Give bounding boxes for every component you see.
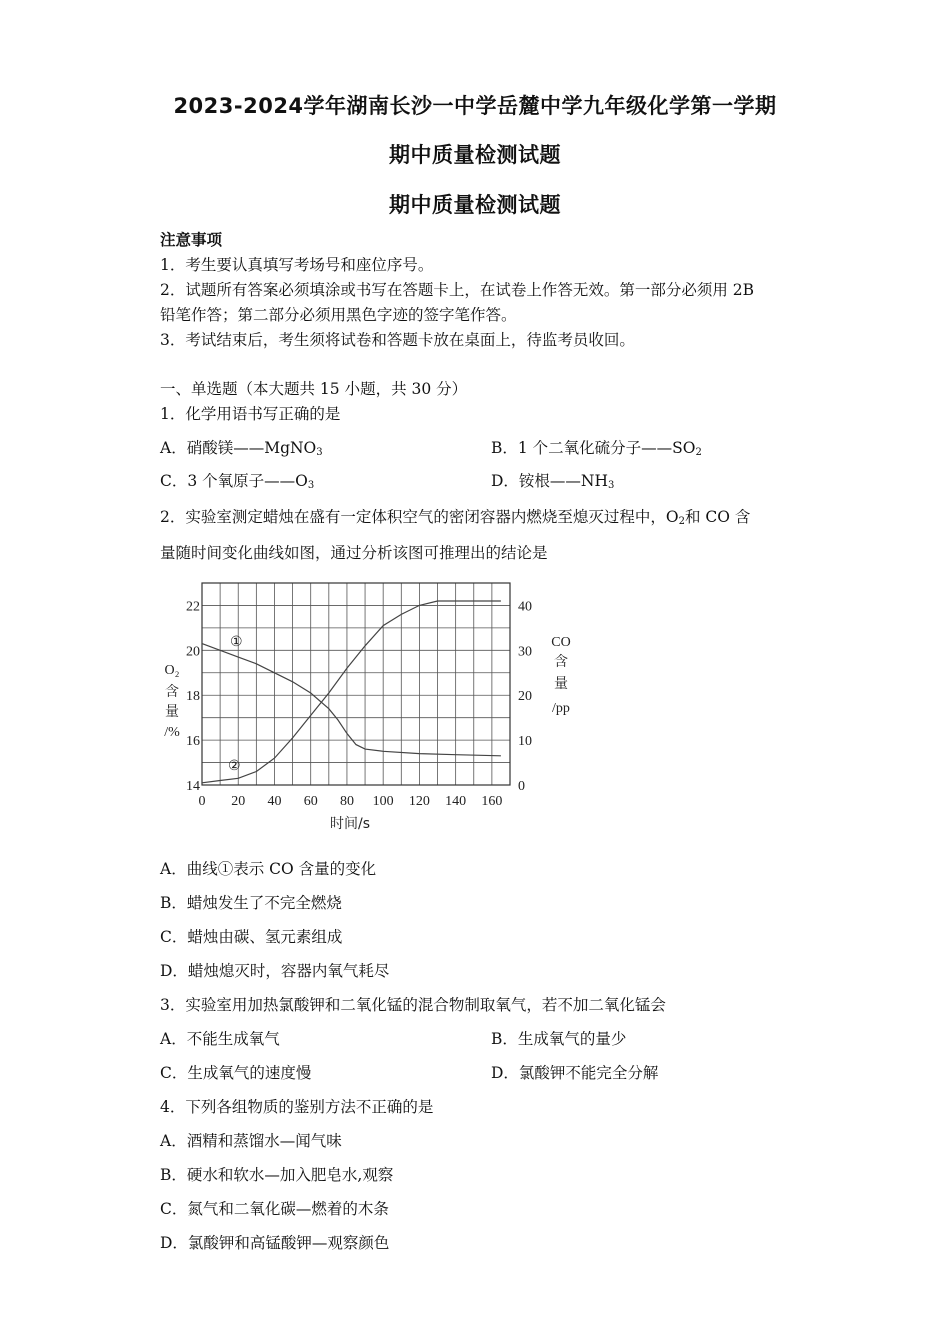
q3-option-c: C．生成氧气的速度慢 [160,1064,312,1082]
q4-option-c: C．氮气和二氧化碳—燃着的木条 [160,1200,389,1218]
q3-option-d: D．氯酸钾不能完全分解 [491,1064,659,1082]
x-tick-label: 0 [198,794,206,809]
y-right-tick-labels [518,599,532,794]
q1-option-b: B．1 个二氧化硫分子$——SO_2$ [491,439,702,458]
exam-title-line2: 期中质量检测试题 [389,143,561,167]
y-right-label-part: 含 [554,654,568,670]
y-left-label-part: 量 [165,704,179,720]
q3-option-b: B．生成氧气的量少 [491,1030,627,1048]
q2-option-b: B．蜡烛发生了不完全燃烧 [160,894,342,912]
notice-item-1: 1．考生要认真填写考场号和座位序号。 [160,256,434,274]
q4-option-b: B．硬水和软水—加入肥皂水,观察 [160,1166,394,1184]
q2-option-a: A．曲线①表示 CO 含量的变化 [160,860,377,878]
x-tick-label: 120 [408,794,430,809]
section-heading: 一、单选题（本大题共 15 小题，共 30 分） [160,380,468,398]
exam-title-line3: 期中质量检测试题 [389,193,561,217]
y-left-label-part: 含 [165,684,179,700]
x-tick-label: 80 [339,794,354,809]
o2-co-chart [150,570,590,835]
q2-stem-1: 2．实验室测定蜡烛在盛有一定体积空气的密闭容器内燃烧至熄灭过程中，$O_2$和 CO 含 [160,508,751,527]
y-right-label-part: /pp [552,701,570,716]
notice-item-3: 3．考试结束后，考生须将试卷和答题卡放在桌面上，待监考员收回。 [160,331,635,349]
exam-title-line1: 2023-2024学年湖南长沙一中学岳麓中学九年级化学第一学期 [173,94,777,118]
x-tick-label: 160 [481,794,503,809]
x-axis-label: 时间/s [330,816,371,832]
q1-stem: 1．化学用语书写正确的是 [160,405,341,423]
notice-item-2a: 2．试题所有答案必须填涂或书写在答题卡上，在试卷上作答无效。第一部分必须用 2B [160,281,755,299]
y-right-tick-label: 0 [518,779,525,794]
y-right-label-part: 量 [554,676,568,692]
q1-option-a: A．硝酸镁——MgNO$_3$ [160,439,323,458]
y-left-tick-label: 18 [186,689,200,705]
q2-option-d: D．蜡烛熄灭时，容器内氧气耗尽 [160,962,390,980]
y-right-label-part: CO [551,635,571,650]
q4-option-d: D．氯酸钾和高锰酸钾—观察颜色 [160,1234,390,1252]
q4-stem: 4．下列各组物质的鉴别方法不正确的是 [160,1098,434,1116]
q3-option-a: A．不能生成氧气 [160,1030,280,1048]
y-left-tick-label: 14 [186,779,200,794]
q3-stem: 3．实验室用加热氯酸钾和二氧化锰的混合物制取氧气，若不加二氧化锰会 [160,996,666,1014]
q2-option-c: C．蜡烛由碳、氢元素组成 [160,928,343,946]
y-right-tick-label: 30 [518,644,532,660]
y-left-tick-label: 20 [186,644,200,660]
y-right-axis-label [551,635,570,716]
notice-item-2b: 铅笔作答；第二部分必须用黑色字迹的签字笔作答。 [160,306,517,324]
y-left-tick-labels [186,599,200,794]
q1-option-d: D．铵根$——NH_3$ [491,472,615,491]
x-tick-label: 60 [303,794,318,809]
curve-o2 [202,644,501,756]
y-right-tick-label: 10 [518,734,532,750]
x-tick-label: 20 [231,794,246,809]
x-tick-label: 100 [372,794,394,809]
notice-heading: 注意事项 [160,230,223,249]
curve-2-marker: ② [228,759,241,774]
q4-option-a: A．酒精和蒸馏水—闻气味 [160,1132,342,1150]
y-left-label-part: /% [164,725,180,740]
q2-stem-2: 量随时间变化曲线如图，通过分析该图可推理出的结论是 [160,544,548,562]
y-left-tick-label: 16 [186,734,200,750]
x-tick-label: 140 [445,794,467,809]
q1-option-c: C．3 个氧原子$——O_3$ [160,472,315,491]
x-tick-labels [199,794,503,809]
y-right-tick-label: 40 [518,599,532,615]
y-right-tick-label: 20 [518,689,532,705]
y-left-axis-label [164,663,180,740]
y-left-tick-label: 22 [186,599,200,615]
x-tick-label: 40 [267,794,282,809]
y-left-label-part: O₂ [164,663,180,678]
curve-1-marker: ① [230,635,243,650]
